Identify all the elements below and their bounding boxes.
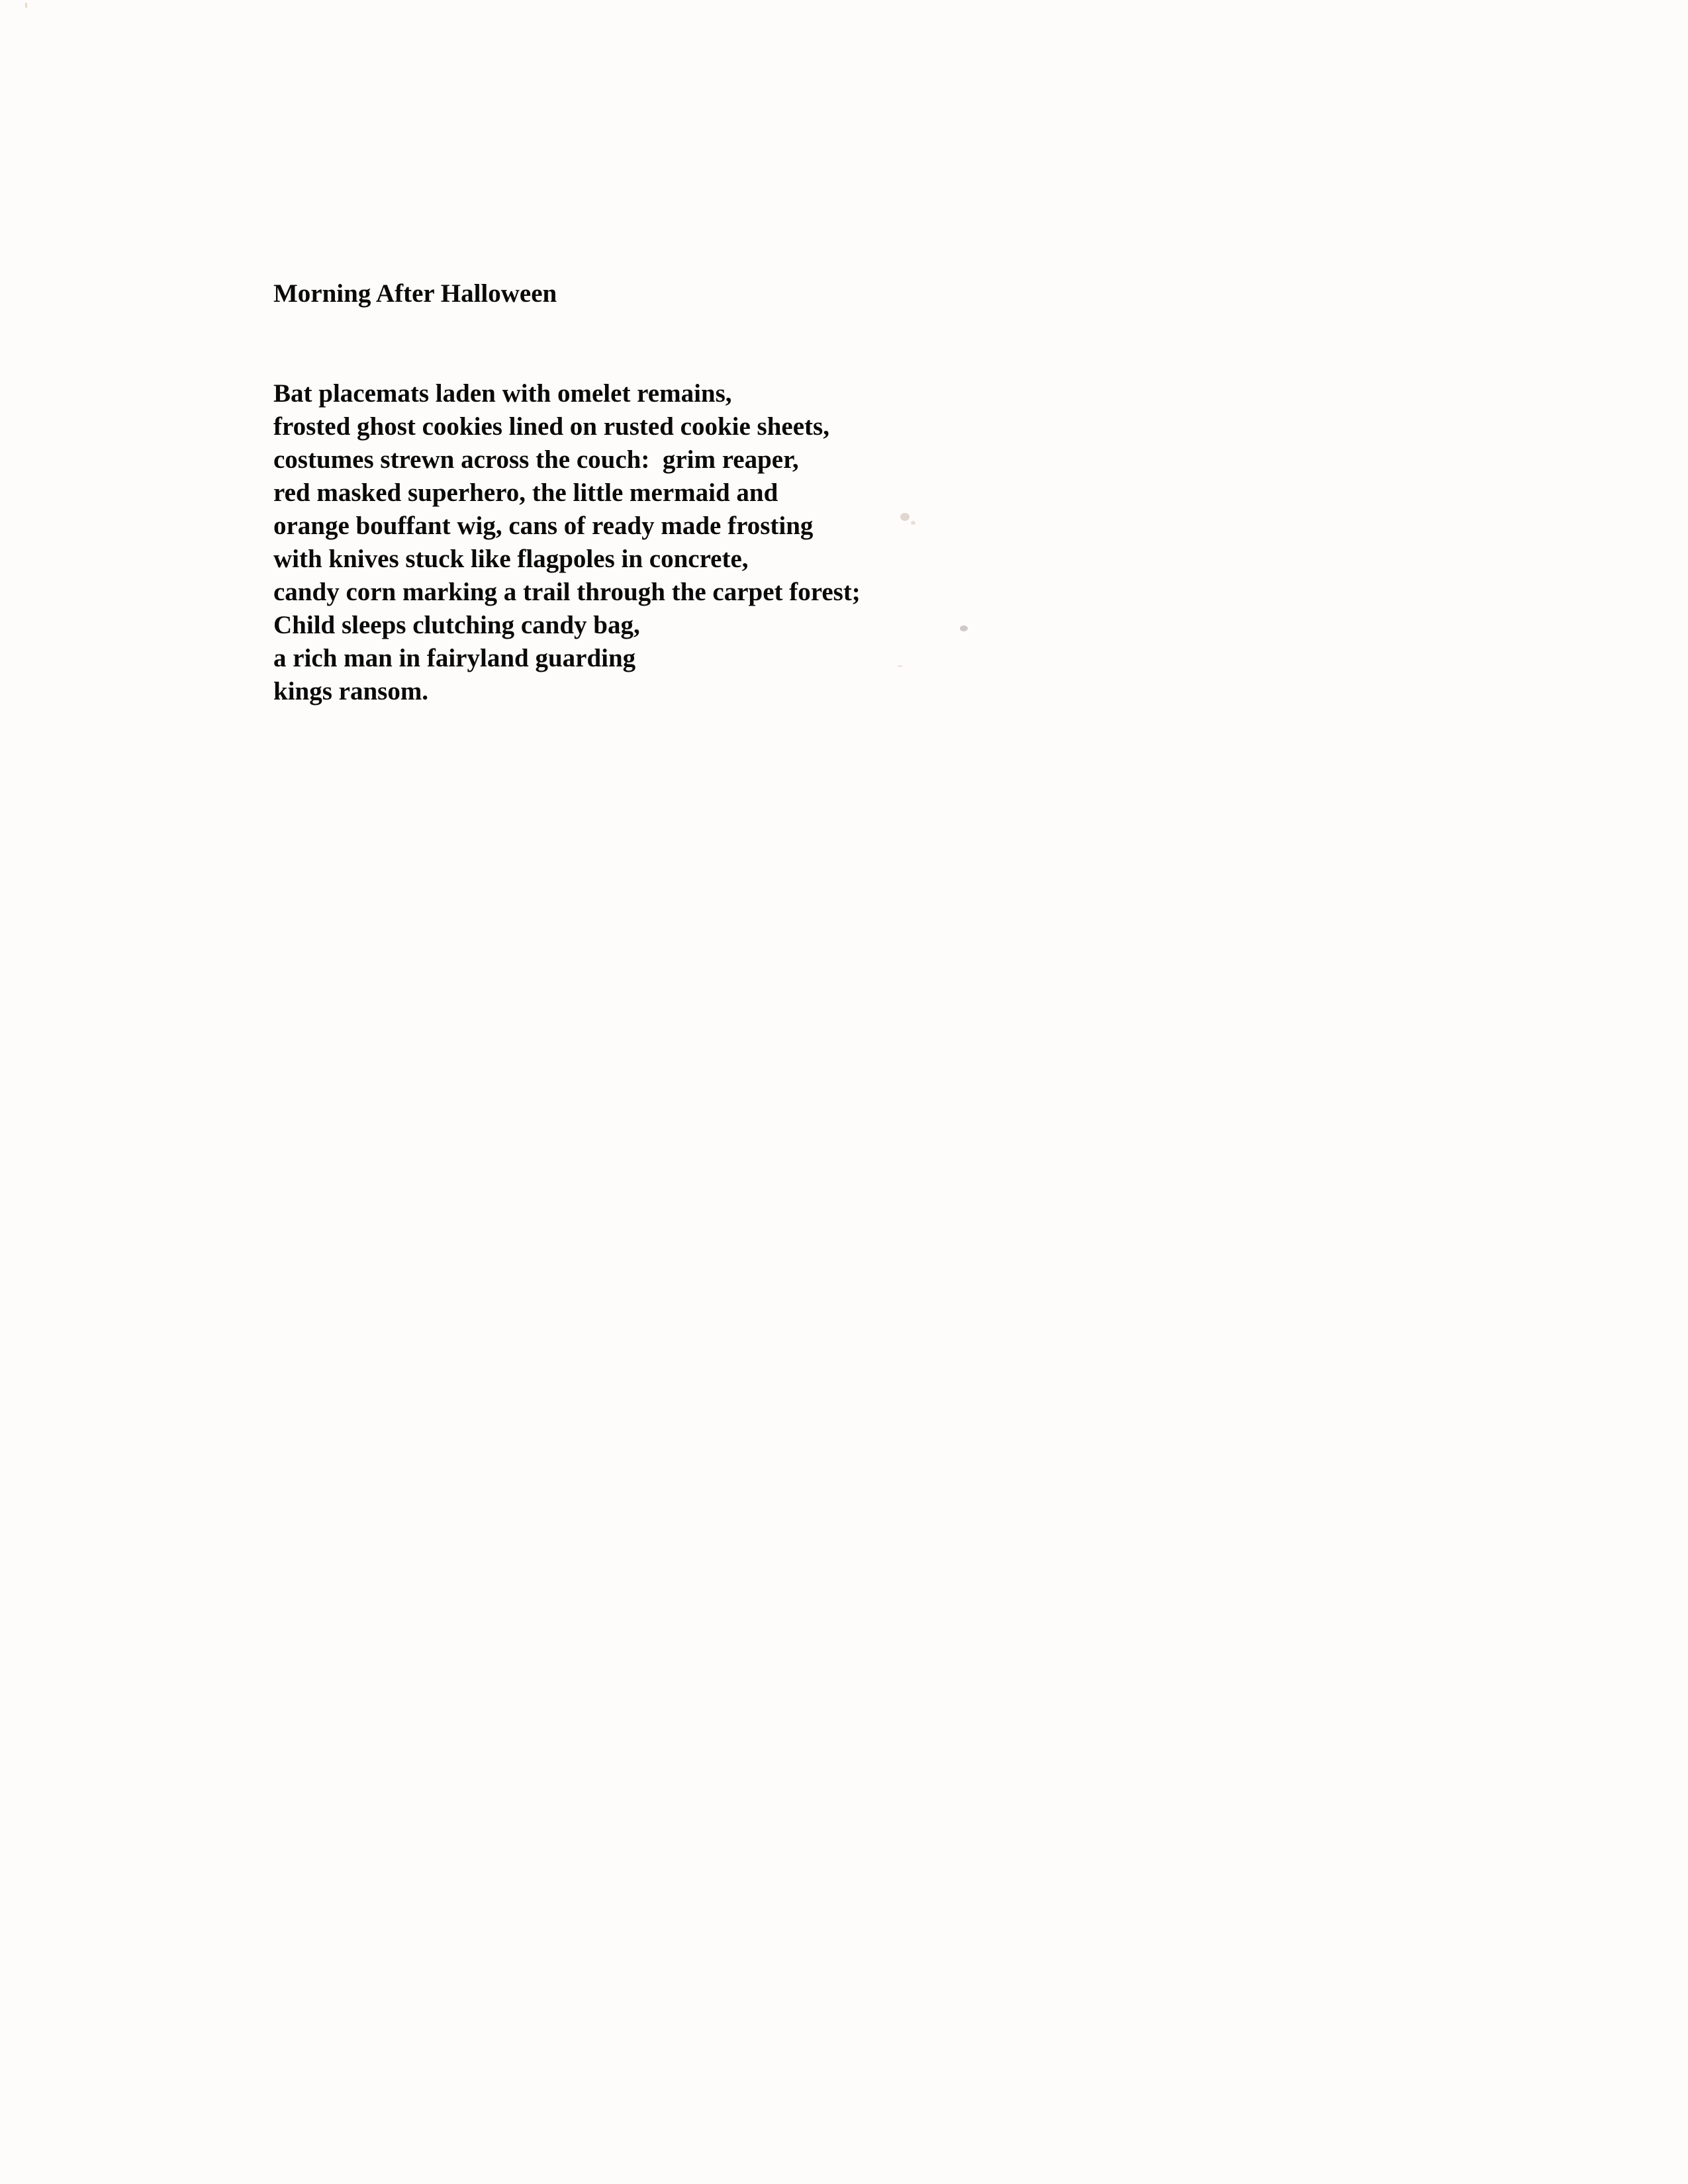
paper-speck <box>25 3 27 8</box>
paper-speck <box>897 665 903 667</box>
poem-line: with knives stuck like flagpoles in concrete, <box>273 545 749 573</box>
poem-line: kings ransom. <box>273 677 429 705</box>
paper-speck <box>960 625 968 631</box>
poem-line: candy corn marking a trail through the carpet forest; <box>273 578 861 606</box>
poem-line: costumes strewn across the couch: grim reaper, <box>273 445 799 474</box>
poem-line: frosted ghost cookies lined on rusted cookie sheets, <box>273 412 829 441</box>
poem-line: Child sleeps clutching candy bag, <box>273 611 640 639</box>
poem-line: Bat placemats laden with omelet remains, <box>273 379 732 408</box>
poem-line: orange bouffant wig, cans of ready made frosting <box>273 512 814 540</box>
poem-line: a rich man in fairyland guarding <box>273 644 636 672</box>
paper-speck <box>900 513 910 521</box>
poem-body <box>273 377 861 708</box>
poem-title: Morning After Halloween <box>273 279 557 308</box>
poem-line: red masked superhero, the little mermaid and <box>273 478 778 507</box>
paper-speck <box>911 521 915 525</box>
